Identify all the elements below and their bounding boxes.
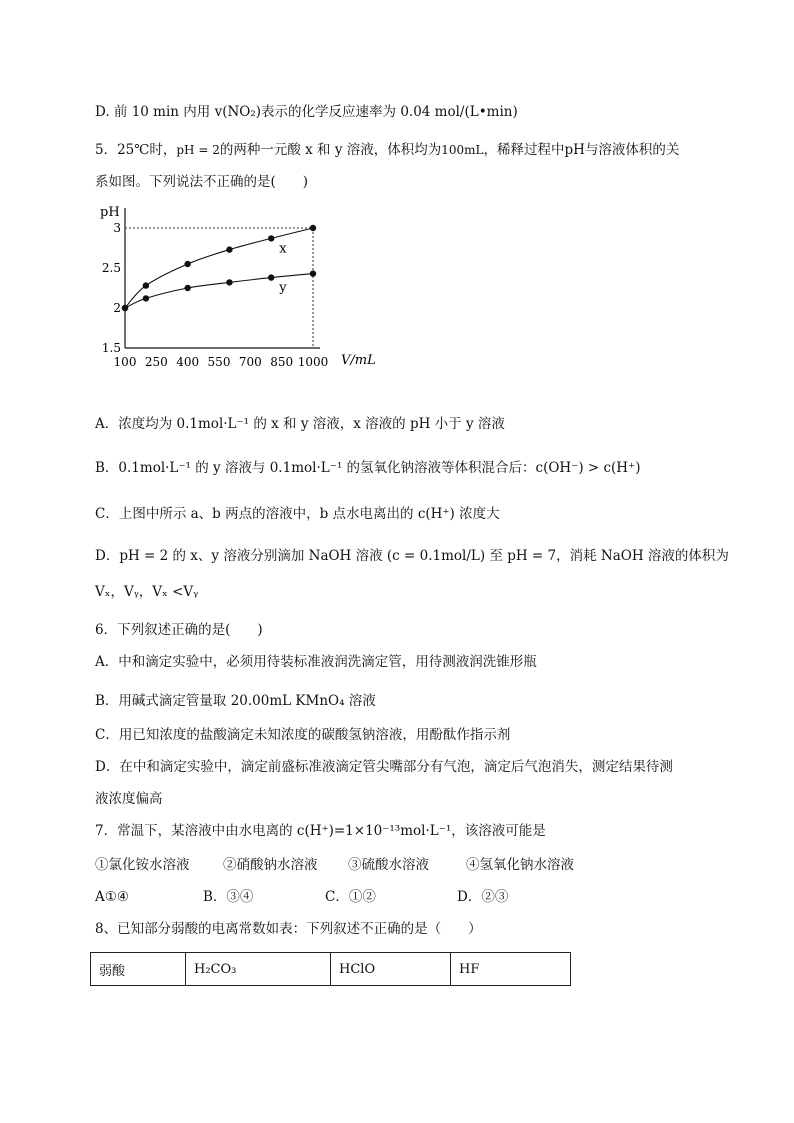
data-point-x [226,246,232,252]
y-tick-label: 3 [113,221,121,235]
data-point-x [184,261,190,267]
data-point-x [143,282,149,288]
q5-stem-a: 5．25℃时， [95,142,177,158]
x-axis-label: V/mL [341,353,376,368]
q6-option-d: D．在中和滴定实验中，滴定前盛标准液滴定管尖嘴部分有气泡，滴定后气泡消失，测定结果待测 [95,759,673,775]
y-tick-label: 1.5 [101,341,121,355]
q6-stem: 6．下列叙述正确的是( ) [95,622,263,638]
x-tick-label: 100 [113,355,137,368]
table-cell: HF [451,953,571,986]
q7-option-c: C．①② [325,889,376,905]
x-tick-label: 850 [270,355,294,368]
q7-options [95,887,508,907]
q7-stem: 7．常温下，某溶液中由水电离的 c(H⁺)=1×10⁻¹³mol·L⁻¹，该溶液可能是 [95,823,546,839]
x-tick-label: 700 [238,355,262,368]
q5-stem-b: 的两种一元酸 x 和 y 溶液，体积均为 [219,142,442,158]
data-point-y [310,270,316,276]
x-tick-label: 1000 [297,355,329,368]
q4-option-d: D. 前 10 min 内用 v(NO₂)表示的化学反应速率为 0.04 mol/(L•min) [95,104,518,120]
q5-option-b: B．0.1mol·L⁻¹ 的 y 溶液与 0.1mol·L⁻¹ 的氢氧化钠溶液等体积混合后：c(OH⁻) > c(H⁺) [95,460,641,476]
series-lines [125,228,313,308]
q5-ph-eq: pH = 2 [176,143,220,157]
q5-stem-d: 与溶液体积的关 [584,142,680,158]
table-cell: 弱酸 [91,953,186,986]
acid-constant-table [90,952,571,986]
q7-item-2: ②硝酸钠水溶液 [223,857,318,873]
q7-item-1: ①氯化铵水溶液 [95,857,190,873]
q5-option-c: C．上图中所示 a、b 两点的溶液中，b 点水电离出的 c(H⁺) 浓度大 [95,506,500,522]
data-point-x [310,225,316,231]
q8-stem: 8、已知部分弱酸的电离常数如表：下列叙述不正确的是（ ） [95,921,482,937]
series-label-x: x [279,241,287,257]
data-points [122,225,316,311]
q7-option-a: A①④ [95,889,129,905]
table-row [91,953,571,986]
table-cell: HClO [331,953,451,986]
series-labels [278,241,287,295]
q7-item-3: ③硫酸水溶液 [348,857,429,873]
y-tick-label: 2 [113,301,121,315]
data-point-y [268,274,274,280]
q6-option-d-cont: 液浓度偏高 [95,791,163,807]
q5-vol: 100mL [441,143,484,157]
data-point-y [184,285,190,291]
series-label-y: y [279,280,287,296]
q5-stem [95,140,679,160]
q6-option-b: B．用碱式滴定管量取 20.00mL KMnO₄ 溶液 [95,693,376,709]
data-point-y [143,295,149,301]
q5-stem-line2: 系如图。下列说法不正确的是( ) [95,174,309,190]
q5-ph: pH [564,142,585,158]
x-tick-label: 400 [176,355,200,368]
q7-option-b: B．③④ [203,889,254,905]
y-tick-label: 2.5 [101,261,121,275]
q7-option-d: D．②③ [457,889,509,905]
q5-option-a: A．浓度均为 0.1mol·L⁻¹ 的 x 和 y 溶液，x 溶液的 pH 小于 y 溶液 [95,416,505,432]
q7-items [95,855,574,875]
data-point-y [122,305,128,311]
q5-option-d: D．pH = 2 的 x、y 溶液分别滴加 NaOH 溶液 (c = 0.1mol/L) 至 pH = 7，消耗 NaOH 溶液的体积为 [95,548,729,564]
y-axis-label: pH [100,205,120,220]
data-point-x [268,235,274,241]
table-cell: H₂CO₃ [186,953,331,986]
q5-option-d-cont: Vₓ，Vᵧ，Vₓ <Vᵧ [95,584,199,600]
data-point-y [226,279,232,285]
q6-option-c: C．用已知浓度的盐酸滴定未知浓度的碳酸氢钠溶液，用酚酞作指示剂 [95,727,511,743]
q6-option-a: A．中和滴定实验中，必须用待装标准液润洗滴定管，用待测液润洗锥形瓶 [95,654,537,670]
x-tick-label: 550 [207,355,231,368]
ph-dilution-chart [95,198,395,368]
q5-stem-c: ，稀释过程中 [483,142,565,158]
q7-item-4: ④氢氧化钠水溶液 [466,857,574,873]
x-tick-label: 250 [144,355,168,368]
